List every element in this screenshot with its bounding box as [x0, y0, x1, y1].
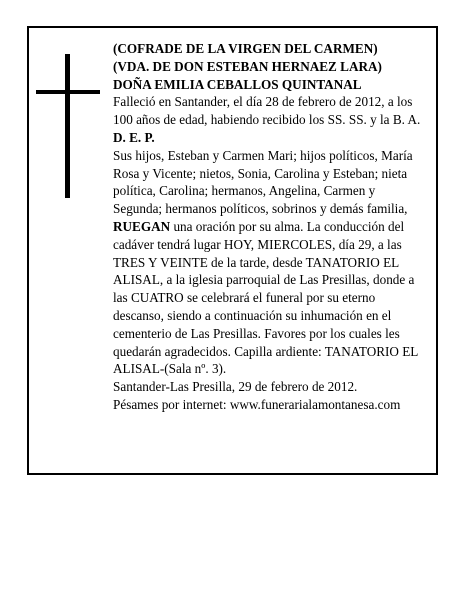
- heading-line-2: (VDA. DE DON ESTEBAN HERNAEZ LARA): [113, 58, 382, 74]
- cross-horizontal-bar: [36, 90, 100, 94]
- ruegan-word: RUEGAN: [113, 218, 171, 234]
- deceased-name: DOÑA EMILIA CEBALLOS QUINTANAL: [113, 76, 362, 92]
- condolences-line: Pésames por internet: www.funerarialamontanesa.com: [113, 396, 401, 412]
- cross-icon: [36, 54, 100, 198]
- cross-vertical-bar: [65, 54, 70, 198]
- obituary-text: [113, 40, 423, 414]
- death-statement: Falleció en Santander, el día 28 de febrero de 2012, a los 100 años de edad, habiendo recibido los SS. SS. y la B. A.: [113, 94, 421, 128]
- family-list: Sus hijos, Esteban y Carmen Mari; hijos políticos, María Rosa y Vicente; nietos, Sonia, Carolina y Esteban; nieta política, Carolina; hermanos, Angelina, Carmen y Segunda; hermanos políticos, sobrinos y demás familia,: [113, 147, 413, 217]
- dep-line: D. E. P.: [113, 129, 155, 145]
- heading-line-1: (COFRADE DE LA VIRGEN DEL CARMEN): [113, 41, 378, 56]
- place-date: Santander-Las Presilla, 29 de febrero de 2012.: [113, 379, 358, 395]
- ceremony-paragraph: [113, 218, 423, 378]
- ceremony-text: una oración por su alma. La conducción del cadáver tendrá lugar HOY, MIERCOLES, día 29, a las TRES Y VEINTE de la tarde, desde TANATORIO EL ALISAL, a la iglesia parroquial de Las Presillas, donde a las CUATRO se celebrará el funeral por su eterno descanso, siendo a continuación su inhumación en el cementerio de Las Presillas. Favores por los cuales les quedarán agradecidos. Capilla ardiente: TANATORIO EL ALISAL-(Sala nº. 3).: [113, 218, 418, 377]
